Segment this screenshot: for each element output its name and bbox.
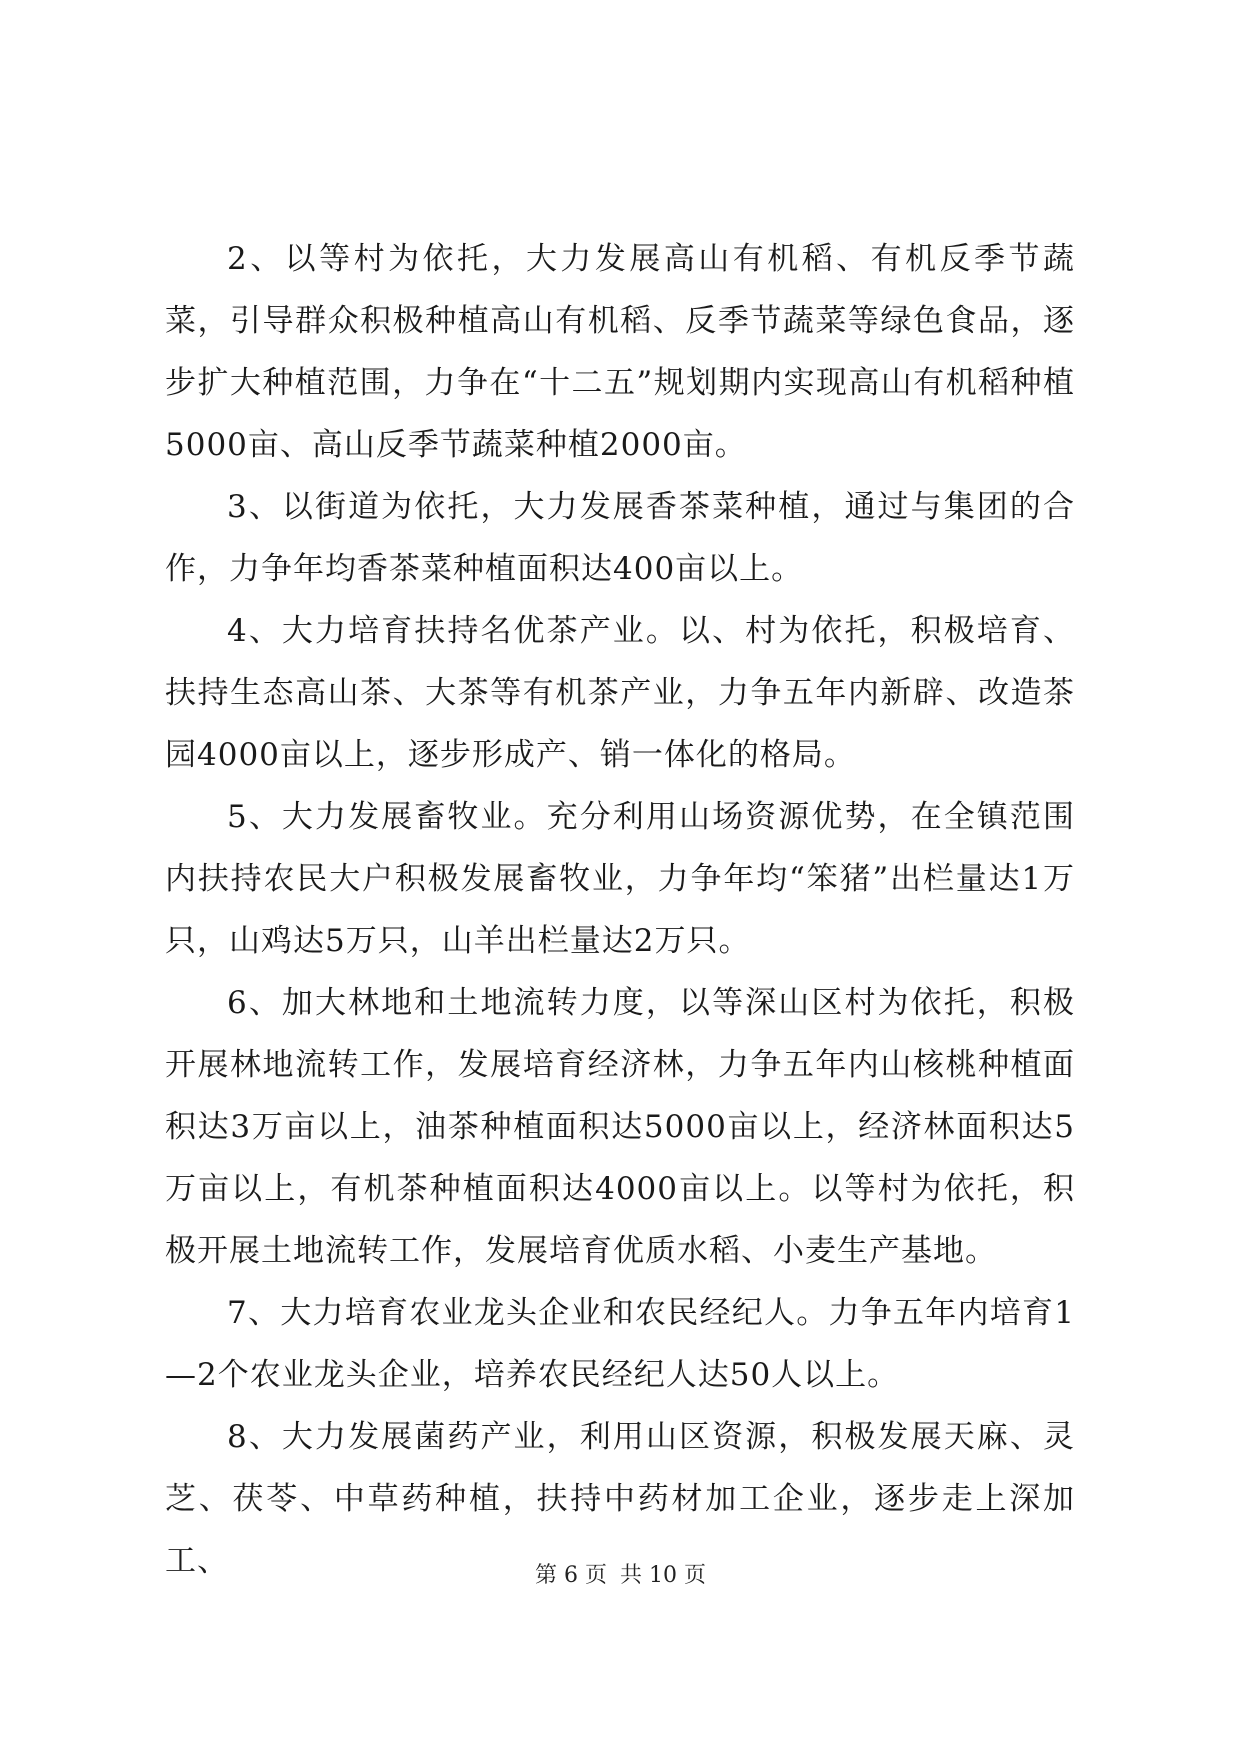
paragraph-5: 5、大力发展畜牧业。充分利用山场资源优势，在全镇范围内扶持农民大户积极发展畜牧业，力争年均“笨猪”出栏量达1万只，山鸡达5万只，山羊出栏量达2万只。 (165, 799, 1075, 959)
paragraph-6: 6、加大林地和土地流转力度，以等深山区村为依托，积极开展林地流转工作，发展培育经济林，力争五年内山核桃种植面积达3万亩以上，油茶种植面积达5000亩以上，经济林面积达5万亩以上，有机茶种植面积达4000亩以上。以等村为依托，积极开展土地流转工作，发展培育优质水稻、小麦生产基地。 (165, 985, 1075, 1269)
page-number: 第 6 页 (535, 1563, 607, 1588)
page-footer (0, 1560, 1241, 1592)
document-body (165, 228, 1075, 1592)
paragraph-2: 2、以等村为依托，大力发展高山有机稻、有机反季节蔬菜，引导群众积极种植高山有机稻、反季节蔬菜等绿色食品，逐步扩大种植范围，力争在“十二五”规划期内实现高山有机稻种植5000亩、高山反季节蔬菜种植2000亩。 (165, 241, 1075, 463)
paragraph-8: 8、大力发展菌药产业，利用山区资源，积极发展天麻、灵芝、茯苓、中草药种植，扶持中药材加工企业，逐步走上深加工、 (165, 1419, 1075, 1579)
paragraph-4: 4、大力培育扶持名优茶产业。以、村为依托，积极培育、扶持生态高山茶、大茶等有机茶产业，力争五年内新辟、改造茶园4000亩以上，逐步形成产、销一体化的格局。 (165, 613, 1075, 773)
paragraph-7: 7、大力培育农业龙头企业和农民经纪人。力争五年内培育1—2个农业龙头企业，培养农民经纪人达50人以上。 (165, 1295, 1075, 1393)
page-total: 共 10 页 (620, 1563, 706, 1588)
paragraph-3: 3、以街道为依托，大力发展香茶菜种植，通过与集团的合作，力争年均香茶菜种植面积达400亩以上。 (165, 489, 1075, 587)
